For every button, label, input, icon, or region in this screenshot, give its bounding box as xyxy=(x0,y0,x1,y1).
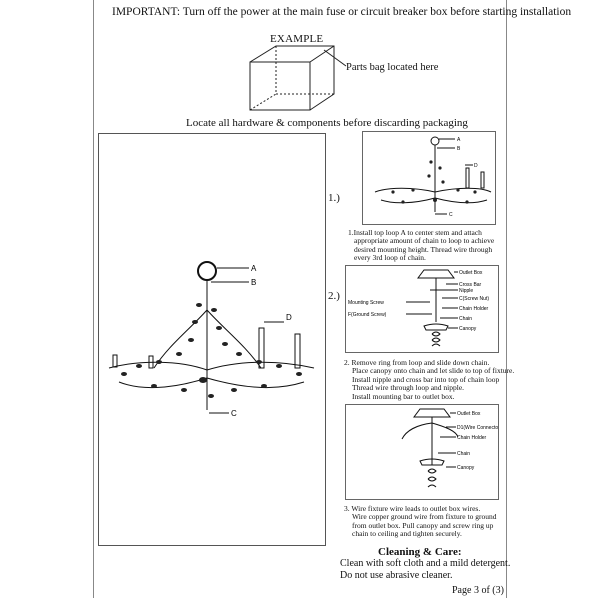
step-3-diagram xyxy=(346,405,498,499)
step-3-text xyxy=(344,505,496,539)
step-2-label: Mounting Screw xyxy=(348,300,384,306)
step-3-label: Chain Holder xyxy=(457,435,487,441)
step-1-label-a: A xyxy=(457,137,461,143)
example-title: EXAMPLE xyxy=(270,33,324,45)
locate-hardware-heading: Locate all hardware & components before discarding packaging xyxy=(186,117,468,129)
page-number: Page 3 of (3) xyxy=(452,585,504,596)
step-1-line: appropriate amount of chain to loop to achieve xyxy=(354,236,495,246)
cleaning-line: Clean with soft cloth and a mild detergent. xyxy=(340,558,511,569)
step-1-text xyxy=(348,229,494,263)
step-2-line: Place canopy onto chain and let slide to top of fixture. xyxy=(352,366,515,376)
step-2-label: Nipple xyxy=(459,288,474,294)
step-1-line: every 3rd loop of chain. xyxy=(354,253,426,263)
step-2-text xyxy=(344,359,514,401)
step-2-frame xyxy=(345,265,499,353)
step-3-label: D1(Wire Connector) xyxy=(457,425,498,431)
step-2-label: Chain Holder xyxy=(459,306,489,312)
step-3-label: Chain xyxy=(457,451,471,457)
step-2-line: Thread wire through loop and nipple. xyxy=(352,383,465,393)
step-1-frame xyxy=(362,131,496,225)
step-3-line: from outlet box. Pull canopy and screw ring up xyxy=(352,520,494,530)
step-1-line: 1.Install top loop A to center stem and attach xyxy=(348,228,482,237)
step-2-line: Install nipple and cross bar into top of chain loop xyxy=(352,374,500,384)
step-3-label: Canopy xyxy=(457,465,475,471)
chandelier-diagram xyxy=(99,250,325,430)
label-d: D xyxy=(286,313,292,322)
step-3-line: 3. Wire fixture wire leads to outlet box wires. xyxy=(344,504,481,513)
step-1-label-d: D xyxy=(474,163,478,169)
step-2-diagram xyxy=(346,266,498,352)
step-3-frame xyxy=(345,404,499,500)
step-2-label: Cross Bar xyxy=(459,282,482,288)
step-1-number: 1.) xyxy=(328,192,340,204)
parts-bag-label: Parts bag located here xyxy=(346,62,439,73)
cleaning-title: Cleaning & Care: xyxy=(378,546,462,558)
step-1-diagram xyxy=(363,132,495,224)
step-2-label: C(Screw Nut) xyxy=(459,296,490,302)
step-2-number: 2.) xyxy=(328,290,340,302)
step-1-label-c: C xyxy=(449,212,453,218)
step-3-label: Outlet Box xyxy=(457,411,481,417)
step-3-line: chain to ceiling and tighten securely. xyxy=(352,529,462,539)
cleaning-line: Do not use abrasive cleaner. xyxy=(340,569,453,581)
example-box-illustration xyxy=(246,44,356,114)
label-c: C xyxy=(231,409,237,418)
label-a: A xyxy=(251,264,257,273)
step-2-label: Outlet Box xyxy=(459,270,483,276)
step-2-label: Canopy xyxy=(459,326,477,332)
label-b: B xyxy=(251,278,257,287)
step-2-line: 2. Remove ring from loop and slide down chain. xyxy=(344,358,490,367)
step-2-line: Install mounting bar to outlet box. xyxy=(352,391,455,401)
step-1-line: desired mounting height. Thread wire through xyxy=(354,244,493,254)
cleaning-text xyxy=(340,558,510,581)
step-2-label: Chain xyxy=(459,316,473,322)
step-3-line: Wire copper ground wire from fixture to ground xyxy=(352,512,497,522)
step-2-label: F(Ground Screw) xyxy=(348,312,387,318)
important-notice: IMPORTANT: Turn off the power at the main fuse or circuit breaker box before starting installation xyxy=(112,6,572,18)
step-1-label-b: B xyxy=(457,146,461,152)
